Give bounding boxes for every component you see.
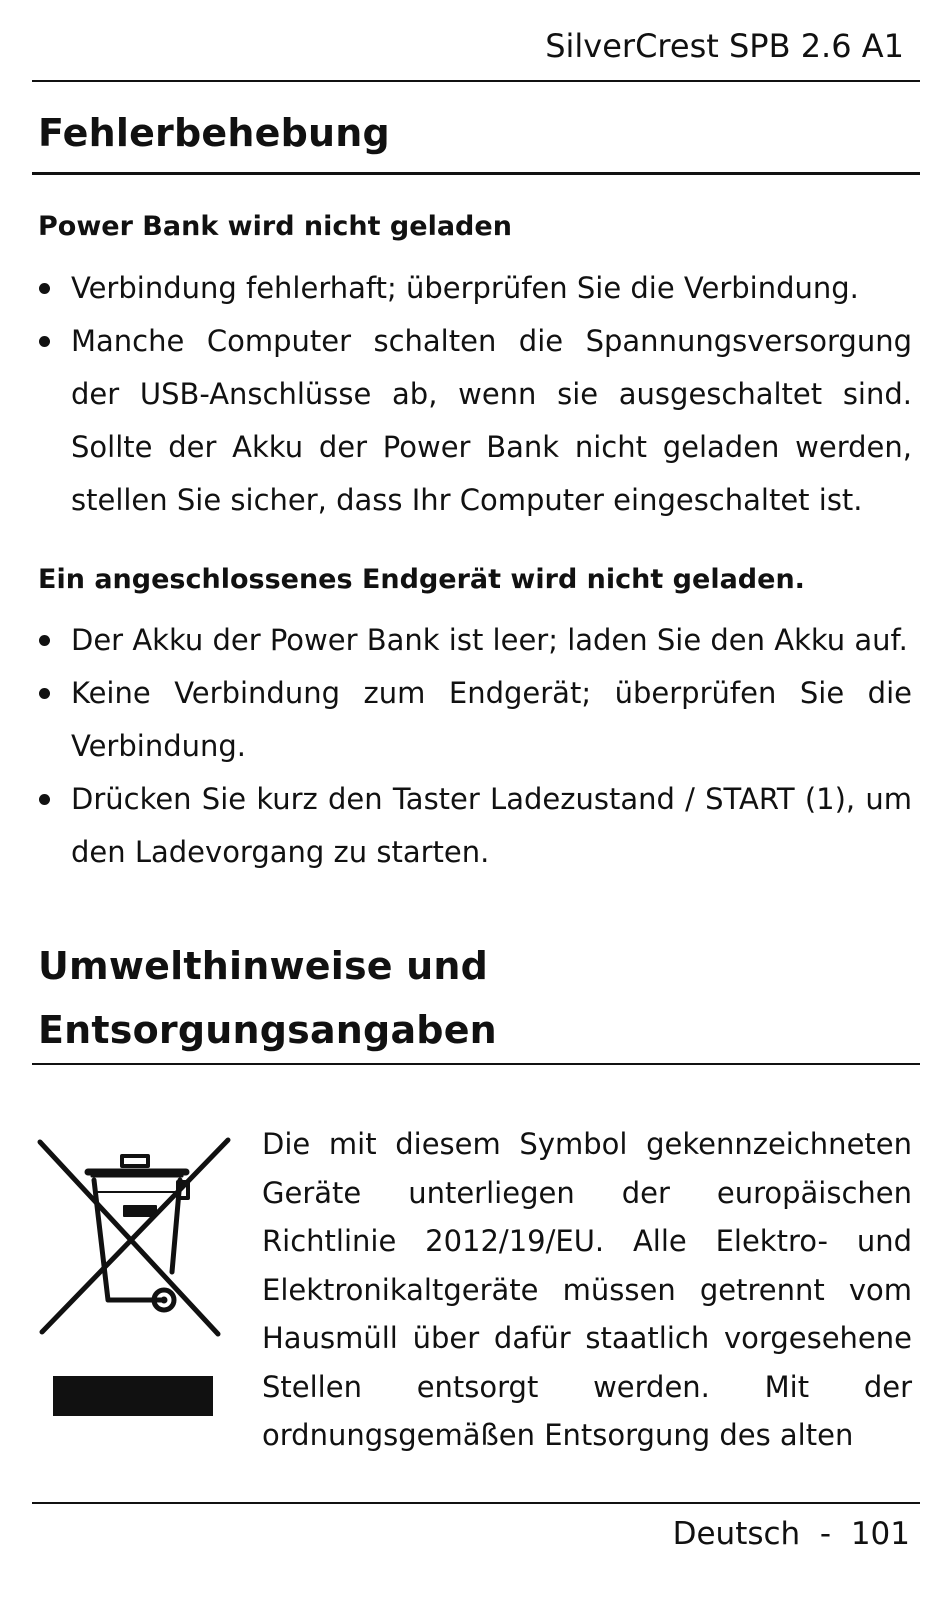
- bullet-icon: [39, 635, 50, 646]
- troubleshooting-list-power-bank: [38, 262, 912, 527]
- black-bar-marking: [53, 1376, 213, 1416]
- bullet-icon: [39, 688, 50, 699]
- page-number: 101: [850, 1516, 910, 1552]
- list-item: [38, 773, 912, 879]
- list-item-text: Keine Verbindung zum Endgerät; überprüfen Sie die Verbindung.: [71, 676, 912, 763]
- section-divider: [32, 172, 920, 175]
- section-title-troubleshooting: Fehlerbehebung: [38, 111, 390, 155]
- list-item: [38, 315, 912, 527]
- bullet-icon: [39, 794, 50, 805]
- list-item-text: Verbindung fehlerhaft; überprüfen Sie die Verbindung.: [71, 271, 859, 305]
- subheading-power-bank-not-charging: Power Bank wird nicht geladen: [38, 211, 512, 242]
- footer-divider: [32, 1502, 920, 1504]
- footer-separator: -: [819, 1516, 832, 1552]
- bullet-icon: [39, 283, 50, 294]
- list-item-text: Der Akku der Power Bank ist leer; laden Sie den Akku auf.: [71, 623, 908, 657]
- section-title-line: Umwelthinweise und: [38, 944, 489, 988]
- disposal-paragraph: Die mit diesem Symbol gekennzeichneten Geräte unterliegen der europäischen Richtlinie 2012/19/EU. Alle Elektro- und Elektronikaltgeräte müssen getrennt vom Hausmüll über dafür staatlich vorgesehene Stellen entsorgt werden. Mit der ordnungsgemäßen Entsorgung des alten: [262, 1127, 912, 1452]
- crossed-out-wheeled-bin-icon: [36, 1132, 232, 1422]
- list-item: [38, 667, 912, 773]
- section-divider: [32, 1063, 920, 1065]
- list-item-text: Manche Computer schalten die Spannungsversorgung der USB-Anschlüsse ab, wenn sie ausgeschaltet sind. Sollte der Akku der Power Bank nicht geladen werden, stellen Sie sicher, dass Ihr Computer eingeschaltet ist.: [71, 324, 912, 517]
- list-item-text: Drücken Sie kurz den Taster Ladezustand / START (1), um den Ladevorgang zu starten.: [71, 782, 912, 869]
- bullet-icon: [39, 336, 50, 347]
- section-title-line: Entsorgungsangaben: [38, 1008, 497, 1052]
- list-item: [38, 614, 912, 667]
- running-header: SilverCrest SPB 2.6 A1: [545, 27, 904, 65]
- troubleshooting-list-device: [38, 614, 912, 879]
- subheading-device-not-charging: Ein angeschlossenes Endgerät wird nicht geladen.: [38, 564, 805, 595]
- header-divider: [32, 80, 920, 82]
- page-footer: [673, 1510, 910, 1558]
- list-item: [38, 262, 912, 315]
- footer-language: Deutsch: [672, 1516, 801, 1552]
- section-title-environment: [38, 934, 497, 1062]
